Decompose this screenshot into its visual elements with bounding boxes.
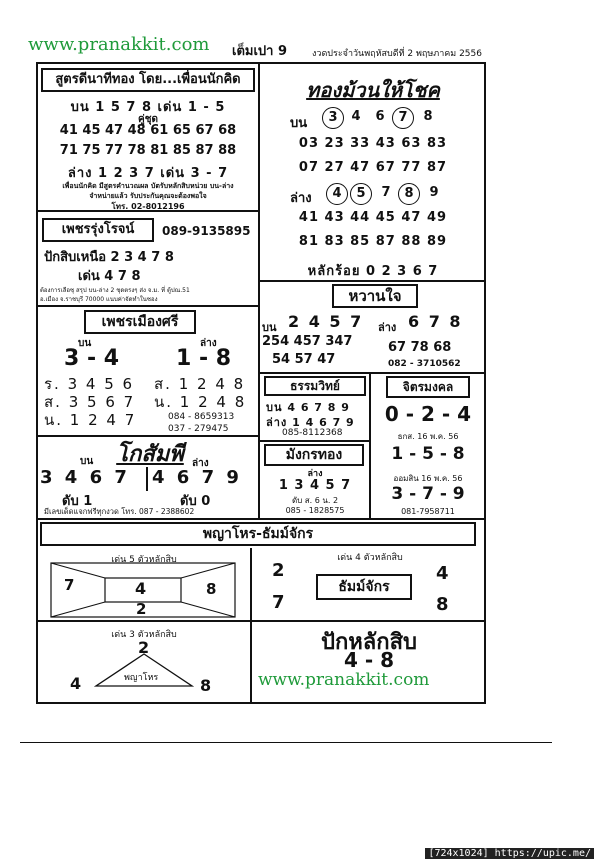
thongmuan-hundreds: หลักร้อย 0 2 3 6 7 [307, 264, 439, 279]
phaya-right-num-br: 8 [436, 594, 449, 615]
phaya-right-label: ธัมม์จักร [316, 574, 412, 600]
thongmuan-row-2: 07 27 47 67 77 87 [298, 160, 448, 175]
thongmuan-title: ทองม้วนให้โชค [306, 78, 440, 102]
divider-phetrung [36, 305, 260, 307]
kosam-tab-left: ดับ 1 [62, 494, 93, 509]
sut-pairs-1: 41 45 47 48 61 65 67 68 [59, 123, 237, 138]
mangkorn-tab: ดับ ส. 6 น. 2 [291, 496, 339, 505]
sut-note-1: เพื่อนนักคิด มีสูตรคำนวณผล บัตรับหลักสิบหน่วย บน-ล่าง [62, 182, 234, 190]
digit: 4 [351, 109, 361, 124]
watermark-bottom: www.pranakkit.com [258, 670, 430, 690]
thongmuan-lang-label: ล่าง [290, 191, 312, 206]
watermark-top: www.pranakkit.com [28, 34, 210, 55]
wanjai-bon-value: 2 4 5 7 [288, 312, 364, 331]
circled-digit: 3 [322, 107, 344, 129]
digit: 7 [381, 185, 391, 200]
phetmuang-lang-value: 1 - 8 [176, 346, 232, 371]
thanwit-phone: 085-8112368 [282, 428, 343, 438]
bottom-rule [20, 742, 552, 743]
thongmuan-bon-label: บน [290, 116, 308, 131]
jit-title: จิตรมงคล [386, 376, 470, 398]
paper-name: เต็มเปา 9 [232, 44, 288, 59]
wanjai-phone: 082 - 3710562 [388, 359, 461, 369]
wanjai-triples: 254 457 347 [262, 334, 353, 349]
thanwit-title: ธรรมวิทย์ [264, 376, 366, 396]
divider-wanjai [258, 372, 486, 374]
phetmuang-bon-label: บน [78, 338, 92, 349]
divider-thanwit [258, 440, 371, 442]
thanwit-bon-line: บน 4 6 7 8 9 [266, 401, 350, 414]
phaya-left-num-right: 8 [206, 580, 217, 598]
kosam-footer: มีเลขเด็ดแจกฟรีทุกงวด โทร. 087 - 2388602 [44, 507, 195, 516]
jit-main: 0 - 2 - 4 [384, 402, 472, 426]
jit-note-1: ธกส. 16 พ.ค. 56 [397, 432, 459, 441]
jit-value-2: 3 - 7 - 9 [391, 484, 465, 504]
wanjai-pairs: 54 57 47 [272, 352, 336, 367]
circled-digit: 8 [398, 183, 420, 205]
kosam-separator [146, 467, 148, 491]
digit: 8 [423, 109, 433, 124]
kosam-tab-right: ดับ 0 [180, 494, 211, 509]
thongmuan-row-3: 41 43 44 45 47 49 [298, 210, 448, 225]
divider-banner-top [36, 518, 486, 520]
sut-title: สูตรดีนาทีทอง โดย...เพื่อนนักคิด [41, 68, 255, 92]
phaya-left-num-left: 7 [64, 576, 75, 594]
pak-value: 4 - 8 [343, 648, 395, 672]
phaya-left-num-bottom: 2 [136, 600, 147, 618]
phaya-left-caption: เด่น 5 ตัวหลักสิบ [111, 555, 177, 565]
phetmuang-title: เพชรเมืองศรี [84, 310, 196, 334]
phaya-tri-label: พญาโหร [124, 673, 159, 683]
thongmuan-bon-digits [322, 107, 472, 131]
kosam-right-digits: 4 6 7 9 [152, 467, 242, 488]
phaya-tri-caption: เด่น 3 ตัวหลักสิบ [111, 630, 177, 640]
kosam-title: โกสัมพี [116, 441, 184, 467]
wanjai-lang-pairs: 67 78 68 [388, 340, 452, 355]
mangkorn-lang-label: ล่าง [307, 469, 323, 479]
jit-note-2: ออมสิน 16 พ.ค. 56 [393, 474, 463, 483]
phetmuang-lang-label: ล่าง [200, 338, 217, 349]
sut-pairs-2: 71 75 77 78 81 85 87 88 [59, 143, 237, 158]
phetmuang-n-line: น. 1 2 4 7 [44, 411, 137, 429]
sut-phone: โทร. 02-8012196 [111, 202, 185, 211]
divider-lower-col [250, 548, 252, 704]
issue-date: งวดประจำวันพฤหัสบดีที่ 2 พฤษภาคม 2556 [312, 49, 482, 59]
phetrung-phone: 089-9135895 [162, 224, 251, 238]
divider-lower-mid [36, 620, 486, 622]
phetmuang-bon-value: 3 - 4 [64, 346, 120, 371]
thongmuan-row-1: 03 23 33 43 63 83 [298, 136, 448, 151]
circled-digit: 5 [350, 183, 372, 205]
wanjai-title: หวานใจ [332, 284, 418, 308]
phetrung-title: เพชรรุ่งโรจน์ [42, 218, 154, 242]
phaya-right-num-tl: 2 [272, 560, 285, 581]
jit-phone: 081-7958711 [401, 507, 455, 516]
digit: 9 [429, 185, 439, 200]
phetmuang-phone-1: 084 - 8659313 [168, 412, 235, 422]
kosam-left-digits: 3 4 6 7 [40, 467, 130, 488]
phaya-banner: พญาโหร-ธัมม์จักร [40, 522, 476, 546]
phetmuang-n2-line: น. 1 2 4 8 [154, 393, 247, 411]
sut-lang-line: ล่าง 1 2 3 7 เด่น 3 - 7 [67, 166, 229, 181]
circled-digit: 7 [392, 107, 414, 129]
wanjai-bon-label: บน [262, 321, 277, 334]
thongmuan-row-4: 81 83 85 87 88 89 [298, 234, 448, 249]
phaya-tri-num-left: 4 [70, 674, 82, 693]
phetmuang-phone-2: 037 - 279475 [168, 424, 229, 434]
phetmuang-s-line: ส. 3 5 6 7 [44, 393, 136, 411]
wanjai-lang-label: ล่าง [378, 321, 397, 334]
circled-digit: 4 [326, 183, 348, 205]
wanjai-lang-value: 6 7 8 [408, 312, 463, 331]
phaya-left-num-center: 4 [135, 579, 147, 598]
phetrung-line-2: เด่น 4 7 8 [78, 269, 141, 284]
sut-note-2: จำหน่ายแล้ว รับประกันคุณจะต้องพอใจ [89, 192, 207, 200]
divider-col-main [258, 62, 260, 518]
phetmuang-s2-line: ส. 1 2 4 8 [154, 375, 246, 393]
mangkorn-phone: 085 - 1828575 [285, 506, 345, 515]
phetrung-line-1: ปักสิบเหนือ 2 3 4 7 8 [44, 250, 174, 265]
phetrung-note-2: อ.เมือง จ.ราชบุรี 70000 แนบค่าจัดทำในซอง [40, 296, 158, 303]
phetrung-note-1: ต้องการเลือซุ สรุป บน-ล่าง 2 ชุดตรงๆ ส่ง จ.ม. ที่ ตู้ปณ.51 [40, 287, 190, 294]
jit-value-1: 1 - 5 - 8 [391, 444, 465, 464]
phetmuang-r-line: ร. 3 4 5 6 [44, 375, 135, 393]
thongmuan-lang-digits [326, 183, 476, 207]
pak-title: ปักหลักสิบ [321, 630, 417, 655]
phaya-tri-num-top: 2 [138, 638, 150, 657]
phaya-tri-num-right: 8 [200, 676, 212, 695]
phaya-right-num-tr: 4 [436, 563, 449, 584]
sut-pair-label: คู่ชุด [138, 114, 158, 125]
mangkorn-value: 1 3 4 5 7 [278, 478, 352, 493]
phaya-right-num-bl: 7 [272, 592, 285, 613]
kosam-bon-label: บน [80, 456, 94, 467]
phaya-right-caption: เด่น 4 ตัวหลักสิบ [337, 553, 403, 563]
thanwit-lang-line: ล่าง 1 4 6 7 9 [266, 416, 355, 429]
mangkorn-title: มังกรทอง [264, 444, 364, 466]
kosam-lang-label: ล่าง [192, 458, 209, 469]
image-tag: [724x1024] https://upic.me/ [425, 848, 594, 859]
digit: 6 [375, 109, 385, 124]
sut-bon-line: บน 1 5 7 8 เด่น 1 - 5 [70, 100, 226, 115]
